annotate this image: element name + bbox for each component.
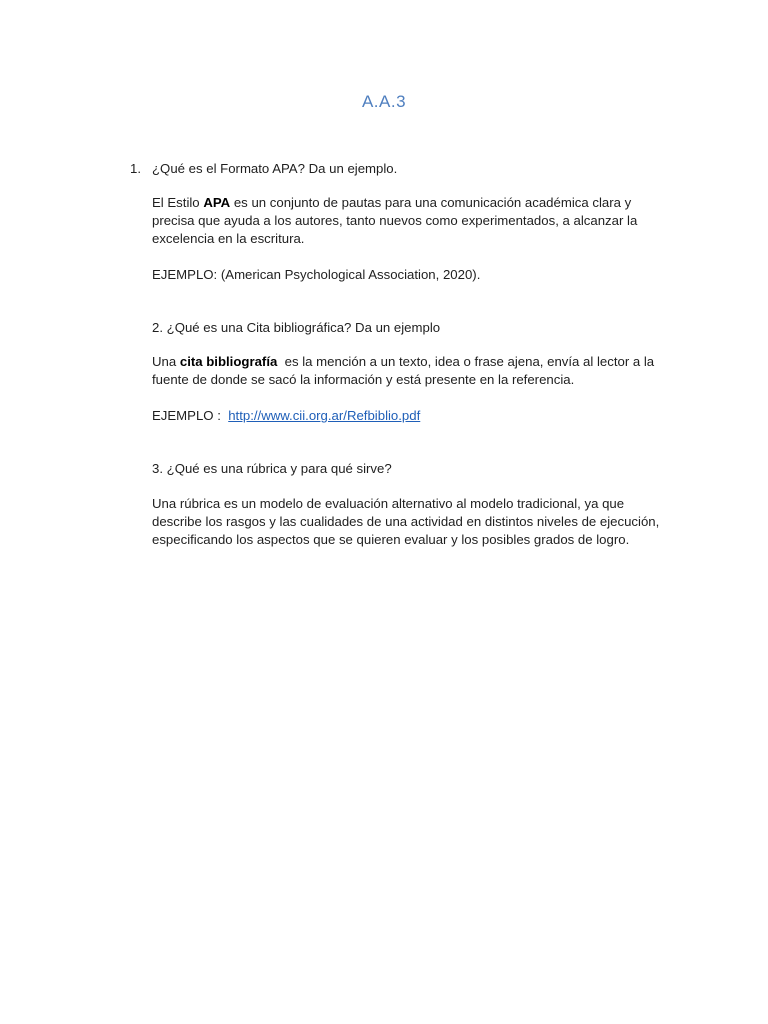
answer-2-rest: es la mención a un texto, idea o frase ajena, envía al lector a la fuente de donde se sacó la información y está presente en la referencia. bbox=[152, 354, 658, 387]
question-1: ¿Qué es el Formato APA? Da un ejemplo. bbox=[152, 161, 398, 176]
example-2-link[interactable]: http://www.cii.org.ar/Refbiblio.pdf bbox=[228, 408, 421, 423]
example-1: EJEMPLO: (American Psychological Association, 2020). bbox=[152, 267, 481, 282]
example-2 bbox=[152, 407, 672, 425]
document-title: A.A.3 bbox=[361, 92, 407, 111]
answer-2 bbox=[152, 353, 672, 389]
answer-1 bbox=[152, 194, 672, 248]
list-number-1: 1. bbox=[130, 161, 141, 176]
question-2: 2. ¿Qué es una Cita bibliográfica? Da un ejemplo bbox=[152, 320, 441, 335]
answer-3: Una rúbrica es un modelo de evaluación alternativo al modelo tradicional, ya que describe los rasgos y las cualidades de una actividad en distintos niveles de ejecución, especificando los aspectos que se quieren evaluar y los posibles grados de logro. bbox=[152, 496, 660, 547]
question-3: 3. ¿Qué es una rúbrica y para qué sirve? bbox=[152, 461, 392, 476]
answer-1-lead: El Estilo bbox=[152, 195, 204, 210]
example-2-label: EJEMPLO : bbox=[152, 408, 229, 423]
answer-2-bold: cita bibliografía bbox=[179, 354, 278, 369]
answer-2-lead: Una bbox=[152, 354, 180, 369]
answer-1-rest: es un conjunto de pautas para una comunicación académica clara y precisa que ayuda a los autores, tanto nuevos como experimentados, a alcanzar la excelencia en la escritura. bbox=[152, 195, 638, 246]
answer-1-bold: APA bbox=[203, 195, 231, 210]
